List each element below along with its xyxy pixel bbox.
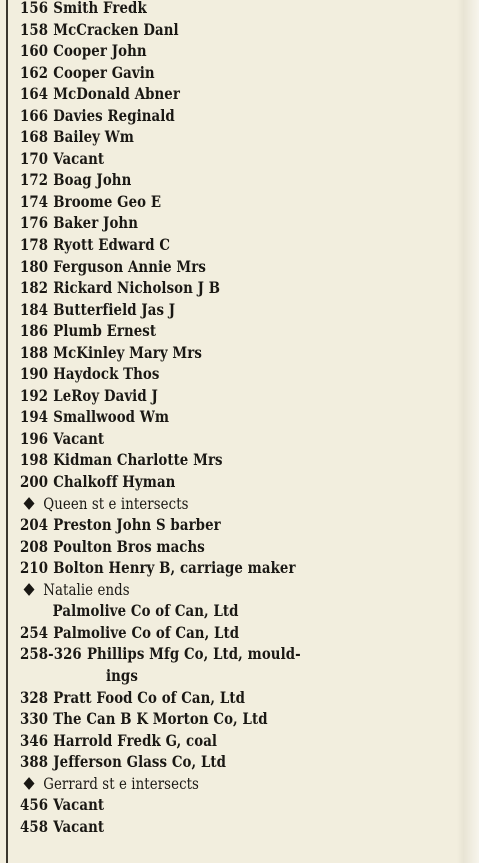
house-number: 254 [20,622,49,642]
listing-row [20,730,398,752]
house-number: 328 [20,687,49,707]
occupant-name: Haydock Thos [53,364,160,384]
occupant-name: Smith Fredk [53,0,147,17]
occupant-name: McKinley Mary Mrs [53,342,202,362]
intersection-row [20,493,398,515]
listing-row [20,234,398,256]
occupant-name: Bolton Henry B, carriage maker [53,558,296,578]
house-number: 196 [20,428,49,448]
listing-row [20,557,398,579]
house-number: 456 [20,795,49,815]
occupant-name: Kidman Charlotte Mrs [53,450,223,470]
house-number: 388 [20,752,49,772]
occupant-name: Jefferson Glass Co, Ltd [53,752,227,772]
house-number: 208 [20,536,49,556]
listing-row [20,277,398,299]
house-number: 172 [20,170,49,190]
listing-row [20,83,398,105]
house-number: 188 [20,342,49,362]
occupant-name: Boag John [53,170,132,190]
listing-row-continuation [20,665,398,687]
house-number: 176 [20,213,49,233]
occupant-name: Davies Reginald [53,105,175,125]
listing-row [20,19,398,41]
listing-row [20,342,398,364]
house-number: 178 [20,235,49,255]
occupant-name: Smallwood Wm [53,407,170,427]
occupant-name: Ryott Edward C [53,235,171,255]
page-edge-shadow [457,0,479,863]
house-number: 168 [20,127,49,147]
house-number: 258-326 [20,644,82,664]
occupant-name: Plumb Ernest [53,321,157,341]
house-number: 186 [20,321,49,341]
intersection-row [20,579,398,601]
occupant-name: McDonald Abner [53,84,180,104]
house-number: 174 [20,191,49,211]
occupant-name: Palmolive Co of Can, Ltd [52,601,239,621]
occupant-name: McCracken Danl [53,19,179,39]
house-number: 164 [20,84,49,104]
listing-row [20,320,398,342]
occupant-name: Baker John [53,213,138,233]
house-number: 204 [20,515,49,535]
occupant-name: Vacant [53,148,105,168]
house-number: 156 [20,0,49,17]
listing-row [20,751,398,773]
house-number: 330 [20,709,49,729]
listing-row [20,126,398,148]
listing-row [20,363,398,385]
listing-row [20,536,398,558]
occupant-name: Ferguson Annie Mrs [53,256,206,276]
listing-row [20,169,398,191]
street-listing [20,0,460,836]
occupant-name: Vacant [53,795,105,815]
intersection-label: Queen st e intersects [43,494,189,513]
listing-row-unnumbered [20,600,398,622]
occupant-name: Pratt Food Co of Can, Ltd [53,687,245,707]
house-number: 346 [20,730,49,750]
listing-row [20,449,398,471]
listing-row [20,105,398,127]
house-number: 194 [20,407,49,427]
occupant-name: Poulton Bros machs [53,536,205,556]
house-number: 170 [20,148,49,168]
occupant-name: Rickard Nicholson J B [53,278,221,298]
house-number: 210 [20,558,49,578]
occupant-name: Palmolive Co of Can, Ltd [53,622,240,642]
occupant-name: Harrold Fredk G, coal [53,730,218,750]
occupant-name: Preston John S barber [53,515,221,535]
house-number: 180 [20,256,49,276]
house-number: 198 [20,450,49,470]
listing-row [20,299,398,321]
house-number: 192 [20,385,49,405]
diamond-bullet-icon [24,497,35,510]
listing-row [20,708,398,730]
occupant-name: Cooper Gavin [53,62,155,82]
listing-row [20,471,398,493]
listing-row [20,514,398,536]
occupant-name: LeRoy David J [53,385,158,405]
occupant-name: Bailey Wm [53,127,135,147]
listing-row [20,687,398,709]
diamond-bullet-icon [24,777,35,790]
listing-row [20,406,398,428]
occupant-name: Vacant [53,816,105,836]
house-number: 158 [20,19,49,39]
intersection-row [20,773,398,795]
occupant-name: Vacant [53,428,105,448]
house-number: 190 [20,364,49,384]
intersection-label: Gerrard st e intersects [43,774,199,793]
house-number: 166 [20,105,49,125]
occupant-name: Butterfield Jas J [53,299,176,319]
house-number: 200 [20,472,49,492]
listing-row [20,40,398,62]
occupant-name: The Can B K Morton Co, Ltd [53,709,268,729]
listing-row [20,643,398,665]
house-number: 458 [20,816,49,836]
listing-row [20,212,398,234]
house-number: 160 [20,41,49,61]
listing-row [20,428,398,450]
occupant-name-continued: ings [106,665,138,685]
listing-row [20,191,398,213]
listing-row [20,622,398,644]
occupant-name: Chalkoff Hyman [53,472,176,492]
left-column-rule [6,0,8,863]
occupant-name: Phillips Mfg Co, Ltd, mould- [86,644,301,664]
listing-row [20,62,398,84]
house-number: 162 [20,62,49,82]
occupant-name: Broome Geo E [53,191,162,211]
listing-row [20,816,398,836]
intersection-label: Natalie ends [43,580,130,599]
diamond-bullet-icon [24,583,35,596]
house-number: 182 [20,278,49,298]
listing-row [20,794,398,816]
listing-row [20,0,398,19]
listing-row [20,256,398,278]
occupant-name: Cooper John [53,41,147,61]
listing-row [20,385,398,407]
listing-row [20,148,398,170]
house-number: 184 [20,299,49,319]
